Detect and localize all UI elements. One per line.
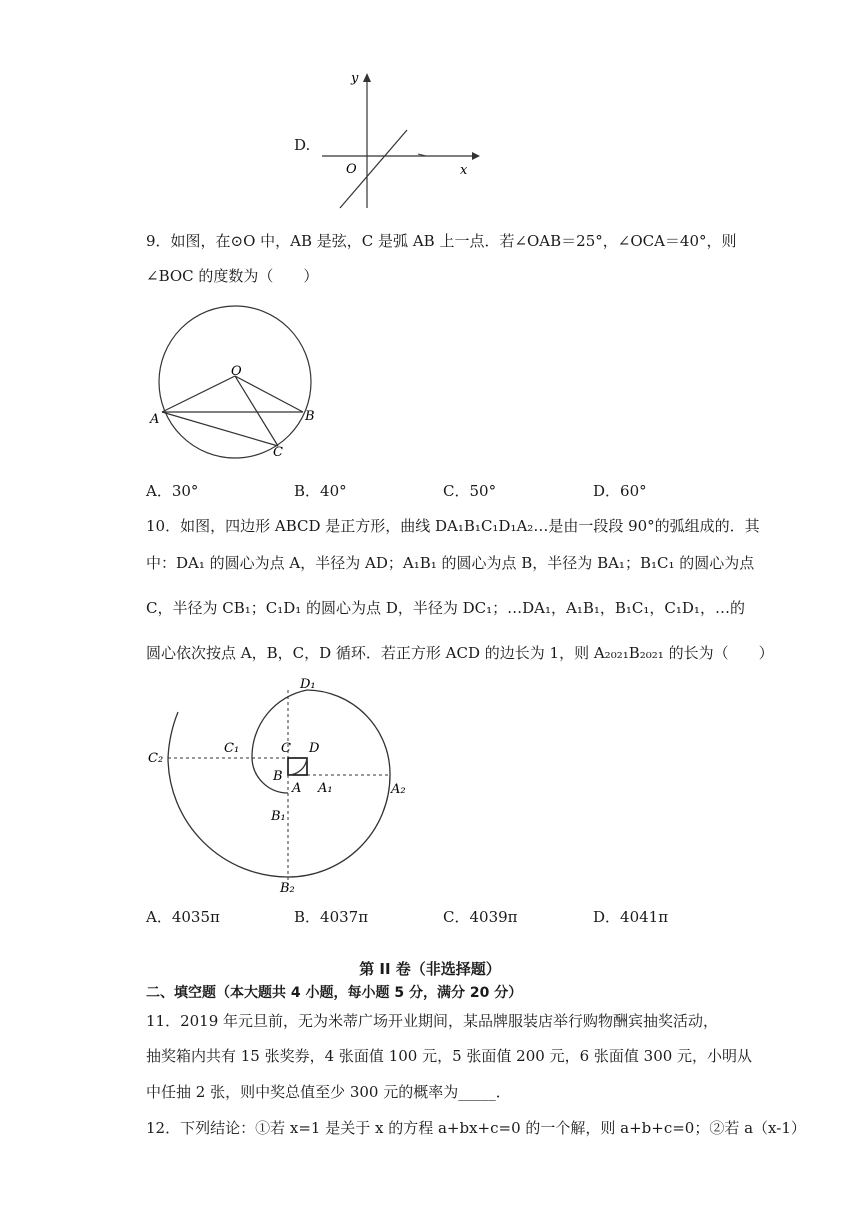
q10-option-c[interactable]: C．4039π	[443, 908, 518, 926]
q10-text-line2: 中：DA₁ 的圆心为点 A，半径为 AD；A₁B₁ 的圆心为点 B，半径为 BA₁；B₁C₁ 的圆心为点	[146, 554, 755, 572]
point-b1-label: B₁	[271, 809, 286, 824]
point-c2-label: C₂	[148, 751, 164, 766]
q9-text-line2: ∠BOC 的度数为（ ）	[146, 267, 319, 285]
section-heading: 二、填空题（本大题共 4 小题，每小题 5 分，满分 20 分）	[146, 985, 523, 1001]
q9-option-d[interactable]: D．60°	[593, 482, 647, 500]
point-b-label: B	[305, 409, 315, 424]
q12-text-line1: 12．下列结论：①若 x=1 是关于 x 的方程 a+bx+c=0 的一个解，则 a+b+c=0；②若 a（x-1）	[146, 1119, 806, 1137]
point-a-label: A	[292, 781, 302, 796]
point-c-label: C	[281, 741, 291, 756]
q9-circle-figure	[145, 300, 330, 465]
q11-text-line1: 11．2019 年元旦前，无为米蒂广场开业期间，某品牌服装店举行购物酬宾抽奖活动，	[146, 1012, 719, 1030]
point-b-label: B	[273, 769, 283, 784]
point-a1-label: A₁	[318, 781, 333, 796]
option-d-label: D.	[294, 136, 311, 154]
point-c1-label: C₁	[224, 741, 240, 756]
q11-text-line3: 中任抽 2 张，则中奖总值至少 300 元的概率为_____．	[146, 1083, 511, 1101]
point-d1-label: D₁	[300, 677, 316, 692]
section-title: 第 II 卷（非选择题）	[359, 960, 501, 978]
q10-text-line1: 10．如图，四边形 ABCD 是正方形，曲线 DA₁B₁C₁D₁A₂…是由一段段 90°的弧组成的．其	[146, 517, 760, 535]
q10-text-line4: 圆心依次按点 A，B，C，D 循环．若正方形 ACD 的边长为 1，则 A₂₀₂₁B₂₀₂₁ 的长为（ ）	[146, 644, 774, 662]
q9-option-b[interactable]: B．40°	[294, 482, 347, 500]
q11-text-line2: 抽奖箱内共有 15 张奖券，4 张面值 100 元，5 张面值 200 元，6 张面值 300 元，小明从	[146, 1047, 753, 1065]
origin-label: O	[346, 162, 357, 177]
q9-option-a[interactable]: A．30°	[146, 482, 199, 500]
point-b2-label: B₂	[280, 881, 295, 896]
point-o-label: O	[231, 364, 242, 379]
y-axis-label: y	[351, 71, 359, 86]
x-axis-label: x	[460, 163, 468, 178]
q10-option-d[interactable]: D．4041π	[593, 908, 669, 926]
q9-text-line1: 9．如图，在⊙O 中，AB 是弦，C 是弧 AB 上一点．若∠OAB＝25°，∠OCA＝40°，则	[146, 232, 737, 250]
q10-spiral-figure	[140, 670, 420, 900]
point-d-label: D	[309, 741, 320, 756]
q8-option-d-graph	[310, 68, 490, 213]
q10-option-b[interactable]: B．4037π	[294, 908, 369, 926]
point-a2-label: A₂	[391, 782, 406, 797]
point-a-label: A	[150, 412, 160, 427]
q9-option-c[interactable]: C．50°	[443, 482, 497, 500]
q10-text-line3: C，半径为 CB₁；C₁D₁ 的圆心为点 D，半径为 DC₁；…DA₁，A₁B₁，B₁C₁，C₁D₁，…的	[146, 599, 745, 617]
q10-option-a[interactable]: A．4035π	[146, 908, 220, 926]
point-c-label: C	[273, 445, 283, 460]
